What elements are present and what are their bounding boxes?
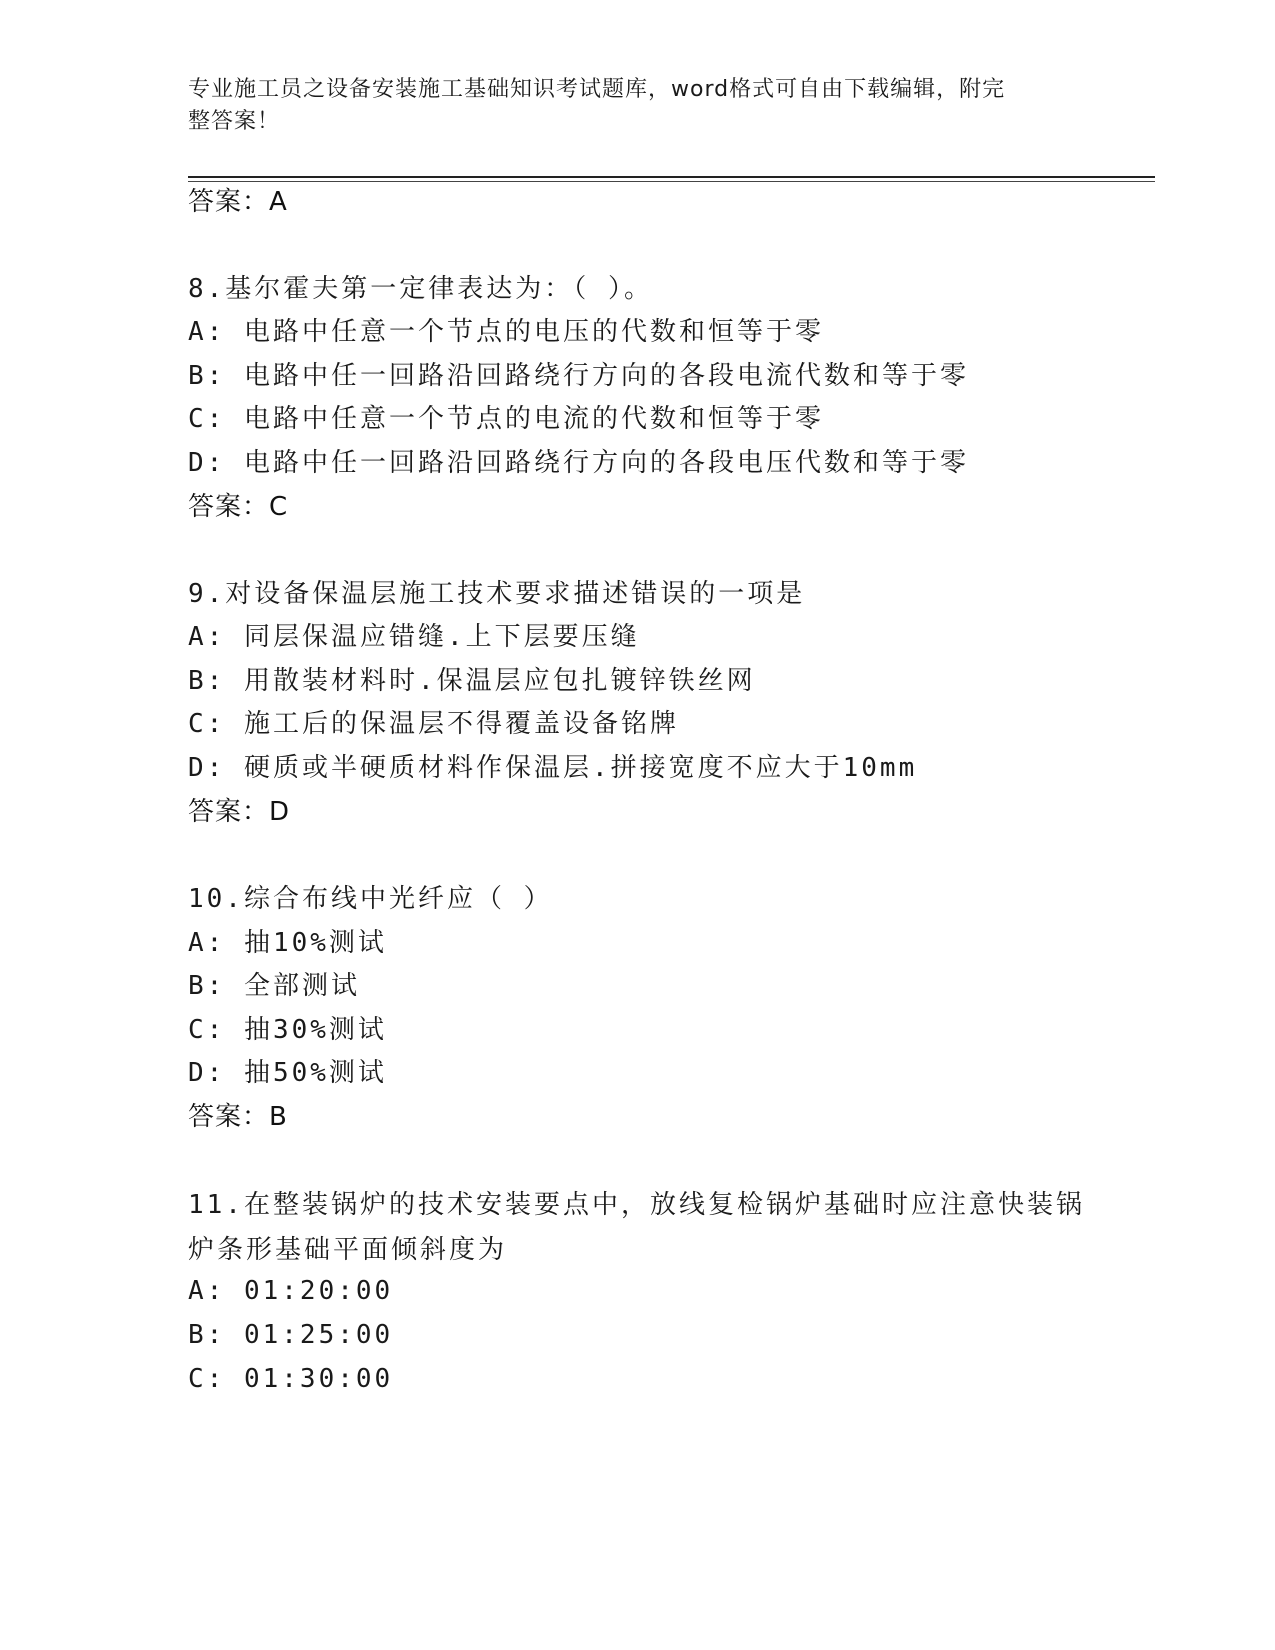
question-8-option-d: D: 电路中任一回路沿回路绕行方向的各段电压代数和等于零 <box>188 448 969 478</box>
question-10-option-d: D: 抽50%测试 <box>188 1058 387 1088</box>
question-10-option-b: B: 全部测试 <box>188 971 360 1001</box>
question-11-option-c: C: 01:30:00 <box>188 1364 394 1394</box>
question-8-option-c: C: 电路中任意一个节点的电流的代数和恒等于零 <box>188 404 824 434</box>
question-10-option-a: A: 抽10%测试 <box>188 928 387 958</box>
answer-q9: 答案：D <box>188 797 291 827</box>
answer-q8: 答案：C <box>188 492 289 522</box>
question-10-option-c: C: 抽30%测试 <box>188 1015 387 1045</box>
question-11-option-b: B: 01:25:00 <box>188 1320 394 1350</box>
question-9-option-c: C: 施工后的保温层不得覆盖设备铭牌 <box>188 709 679 739</box>
question-8-stem: 8.基尔霍夫第一定律表达为：（ ）。 <box>188 274 653 304</box>
question-9-stem: 9.对设备保温层施工技术要求描述错误的一项是 <box>188 579 806 609</box>
question-8-option-a: A: 电路中任意一个节点的电压的代数和恒等于零 <box>188 317 824 347</box>
page-header <box>188 74 1068 138</box>
question-8-option-b: B: 电路中任一回路沿回路绕行方向的各段电流代数和等于零 <box>188 361 969 391</box>
answer-q10: 答案：B <box>188 1102 288 1132</box>
question-9-option-b: B: 用散装材料时.保温层应包扎镀锌铁丝网 <box>188 666 756 696</box>
header-line-1: 专业施工员之设备安装施工基础知识考试题库，word格式可自由下载编辑，附完 <box>188 77 1006 102</box>
question-9-option-d: D: 硬质或半硬质材料作保温层.拼接宽度不应大于10mm <box>188 753 918 783</box>
question-10-stem: 10.综合布线中光纤应（ ） <box>188 884 553 914</box>
header-rule-thin <box>188 181 1155 182</box>
question-11-option-a: A: 01:20:00 <box>188 1276 394 1306</box>
header-line-2: 整答案！ <box>188 109 281 134</box>
answer-q7: 答案：A <box>188 187 288 217</box>
header-rule-thick <box>188 176 1155 178</box>
question-11-stem: 11.在整装锅炉的技术安装要点中，放线复检锅炉基础时应注意快装锅炉条形基础平面倾斜度为 <box>188 1190 1085 1265</box>
question-9-option-a: A: 同层保温应错缝.上下层要压缝 <box>188 622 640 652</box>
